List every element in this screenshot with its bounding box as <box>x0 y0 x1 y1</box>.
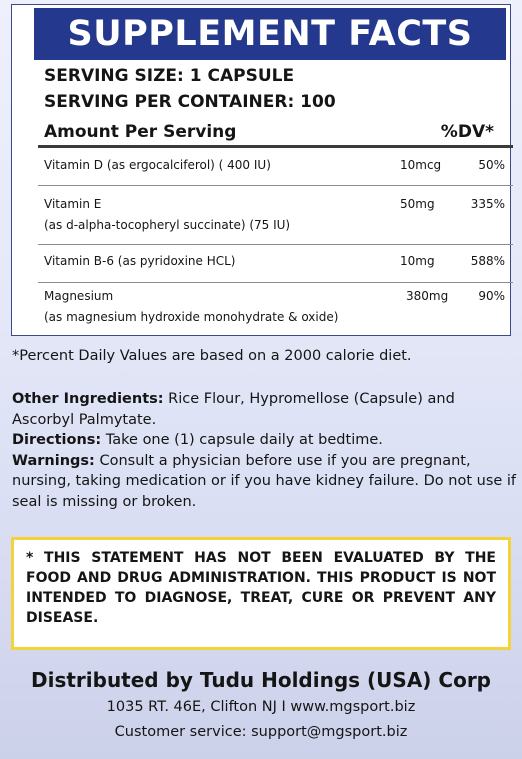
nutrient-name: Magnesium <box>44 289 114 303</box>
nutrient-row <box>44 252 509 270</box>
directions-label: Directions: <box>12 432 102 448</box>
nutrient-source: (as d-alpha-tocopheryl succinate) (75 IU) <box>44 218 291 232</box>
nutrient-name: Vitamin B-6 (as pyridoxine HCL) <box>44 254 236 268</box>
nutrient-amount: 380mg <box>406 289 449 303</box>
nutrient-dv: 335% <box>470 197 505 211</box>
other-ingredients-text: Rice Flour, Hypromellose (Capsule) and Ascorbyl Palmytate. <box>12 391 455 428</box>
distributor-name: Distributed by Tudu Holdings (USA) Corp <box>30 668 491 692</box>
supplement-facts-panel <box>11 4 511 336</box>
amount-per-serving-row <box>44 120 499 144</box>
row-divider <box>38 282 513 283</box>
nutrient-dv: 50% <box>478 158 505 172</box>
nutrient-row <box>44 195 509 234</box>
nutrient-dv: 90% <box>478 289 505 303</box>
daily-value-header: %DV* <box>440 122 494 142</box>
header-divider <box>38 145 513 148</box>
warnings-label: Warnings: <box>12 452 95 469</box>
directions-text: Take one (1) capsule daily at bedtime. <box>101 432 383 448</box>
nutrient-row <box>44 287 509 326</box>
customer-service: Customer service: support@mgsport.biz <box>114 724 408 740</box>
nutrient-amount: 50mg <box>400 197 435 211</box>
product-info <box>12 389 517 512</box>
nutrient-amount: 10mcg <box>400 158 442 172</box>
nutrient-dv: 588% <box>470 254 505 268</box>
warnings <box>12 451 517 513</box>
row-divider <box>38 244 513 245</box>
serving-size: SERVING SIZE: 1 CAPSULE <box>44 66 295 86</box>
distributor-address: 1035 RT. 46E, Clifton NJ I www.mgsport.biz <box>106 699 416 715</box>
warnings-text: Consult a physician before use if you are pregnant, nursing, taking medication or if you have kidney failure. Do not use if seal is missing or broken. <box>12 452 517 510</box>
nutrient-name: Vitamin D (as ergocalciferol) ( 400 IU) <box>44 158 271 172</box>
nutrient-source: (as magnesium hydroxide monohydrate & oxide) <box>44 310 339 324</box>
fda-disclaimer: * THIS STATEMENT HAS NOT BEEN EVALUATED BY THE FOOD AND DRUG ADMINISTRATION. THIS PRODUCT IS NOT INTENDED TO DIAGNOSE, TREAT, CURE OR PREVENT ANY DISEASE. <box>11 537 511 650</box>
directions <box>12 430 517 451</box>
nutrient-amount: 10mg <box>400 254 435 268</box>
daily-value-footnote: *Percent Daily Values are based on a 2000 calorie diet. <box>12 348 412 364</box>
servings-per-container: SERVING PER CONTAINER: 100 <box>44 92 336 112</box>
other-ingredients-label: Other Ingredients: <box>12 391 164 407</box>
amount-per-serving-label: Amount Per Serving <box>44 122 237 142</box>
supplement-facts-title: SUPPLEMENT FACTS <box>34 8 506 60</box>
row-divider <box>38 185 513 186</box>
nutrient-row <box>44 156 509 174</box>
other-ingredients <box>12 389 517 430</box>
nutrient-name: Vitamin E <box>44 197 102 211</box>
